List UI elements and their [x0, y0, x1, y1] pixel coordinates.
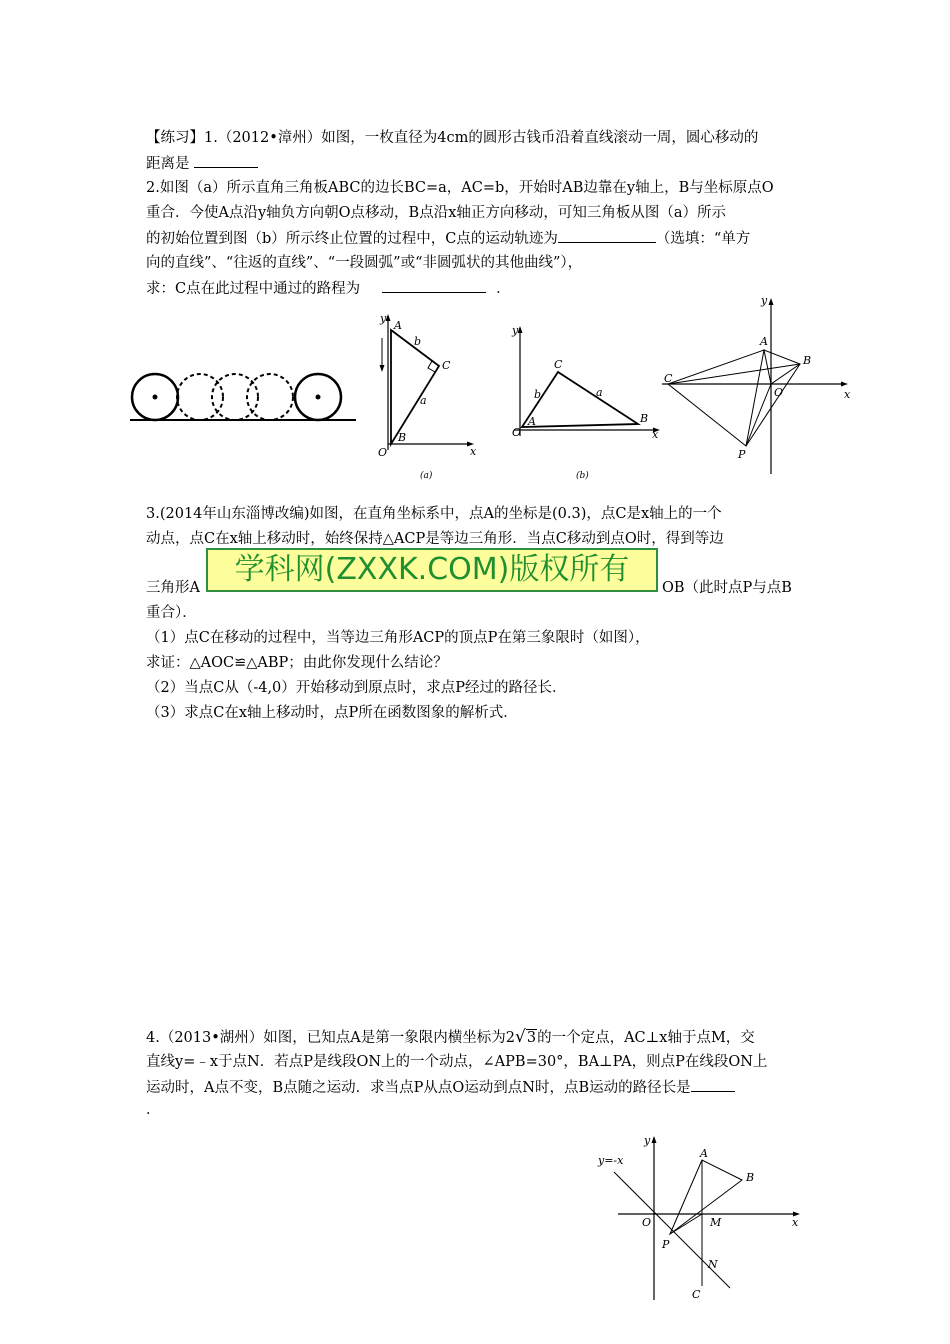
figure-b [506, 322, 666, 482]
q3-line2: 动点，点C在x轴上移动时，始终保持△ACP是等边三角形．当点C移动到点O时，得到等边 [146, 531, 724, 547]
fig-q3-label-O: O [774, 386, 784, 399]
fig-a-caption: (a) [420, 471, 433, 481]
copyright-watermark: 学科网(ZXXK.COM)版权所有 [206, 548, 658, 592]
q2-line3-options: （选填：“单方 [655, 231, 751, 247]
q3-line3-right: OB（此时点P与点B [662, 580, 792, 596]
fig-q3-label-B: B [803, 354, 812, 367]
fig-q4-y-arrow [652, 1136, 657, 1143]
fig-a-label-B: B [398, 431, 407, 444]
q2-line2: 重合．今使A点沿y轴负方向朝O点移动，B点沿x轴正方向移动，可知三角板从图（a）所示 [146, 205, 727, 221]
coin-position-2 [177, 374, 223, 420]
fig-q4-label-C: C [692, 1288, 701, 1301]
fig-q3-triangle-ACP [668, 350, 764, 446]
q4-coef: 2 [505, 1030, 515, 1046]
coin-position-4 [247, 374, 293, 420]
fig-b-caption: (b) [576, 471, 589, 481]
fig-q4-label-line: y=-x [598, 1154, 624, 1167]
fig-a-label-A: A [394, 319, 402, 332]
q2-line5-text: 求：C点在此过程中通过的路程为 [146, 281, 361, 297]
fig-a-label-x: x [470, 445, 477, 458]
fig-q4-label-O: O [642, 1216, 652, 1229]
q3-part1: （1）点C在移动的过程中，当等边三角形ACP的顶点P在第三象限时（如图）， [146, 630, 650, 646]
q4-line1-text: 4.（2013•湖州）如图，已知点A是第一象限内横坐标为 [146, 1030, 506, 1046]
q4-line3-text: 运动时，A点不变，B点随之运动．求当点P从点O运动到点N时，点B运动的路径长是 [146, 1080, 691, 1096]
fig-a-label-a: a [420, 394, 427, 407]
q2-line5 [146, 278, 511, 299]
q2-line3 [146, 228, 750, 249]
fig-q3-x-arrow [841, 382, 848, 387]
q3-line4: 重合）． [146, 605, 197, 621]
figure-q4 [590, 1130, 810, 1304]
coin-end-center [316, 395, 321, 400]
fig-q3-label-A: A [760, 335, 768, 348]
q3-line1: 3.(2014年山东淄博改编)如图，在直角坐标系中，点A的坐标是(0.3)，点C是x轴上的一个 [146, 506, 722, 522]
q4-line2: 直线y=﹣x于点N．若点P是线段ON上的一个动点，∠APB=30°，BA⊥PA，则点P在线段ON上 [146, 1054, 768, 1070]
q1-line2-text: 距离是 [146, 156, 195, 172]
fig-a-y-arrow [386, 314, 391, 321]
fig-q3-label-y: y [761, 294, 768, 307]
q4-line4: ． [146, 1102, 161, 1118]
q2-line1: 2.如图（a）所示直角三角板ABC的边长BC=a，AC=b，开始时AB边靠在y轴上，B与坐标原点O [146, 180, 774, 196]
figure-q3 [660, 292, 860, 478]
fig-b-label-C: C [554, 358, 563, 371]
fig-b-label-y: y [512, 324, 519, 337]
sqrt-icon: √ [515, 1027, 526, 1047]
fig-q3-label-C: C [664, 372, 673, 385]
q3-part3: （3）求点C在x轴上移动时，点P所在函数图象的解析式． [146, 705, 518, 721]
fig-q4-label-A: A [700, 1147, 708, 1160]
fig-b-y-arrow [518, 326, 523, 333]
fig-a-label-y: y [380, 312, 387, 325]
fig-a-motion-arrowhead [380, 365, 385, 372]
q2-answer-blank-1 [558, 228, 656, 243]
fig-q3-label-x: x [844, 388, 851, 401]
fig-b-label-A: A [528, 415, 536, 428]
fig-q4-label-x: x [792, 1216, 799, 1229]
q4-radicand: 3 [526, 1030, 537, 1046]
fig-b-label-b: b [534, 388, 542, 401]
fig-q3-segment-CB [668, 364, 800, 384]
coin-rolling-figure [128, 364, 360, 426]
fig-q4-label-M: M [710, 1216, 722, 1229]
coin-start-center [153, 395, 158, 400]
fig-q3-y-arrow [769, 298, 774, 305]
q1-line2 [146, 153, 258, 174]
q4-line1 [146, 1027, 755, 1048]
q4-sqrt-expression [505, 1027, 537, 1047]
fig-a-label-C: C [442, 359, 451, 372]
q2-answer-blank-2 [382, 278, 486, 293]
fig-q4-triangle-APB [670, 1160, 742, 1234]
q4-line1-rest: 的一个定点，AC⊥x轴于点M，交 [537, 1030, 755, 1046]
fig-q4-label-y: y [644, 1134, 651, 1147]
fig-q3-segment-PO [746, 384, 771, 446]
fig-q4-label-P: P [662, 1238, 670, 1251]
figure-a [366, 310, 482, 482]
fig-q4-label-B: B [746, 1171, 755, 1184]
q1-line1: 【练习】1.（2012•漳州）如图，一枚直径为4cm的圆形古钱币沿着直线滚动一周，圆心移动的 [146, 130, 759, 146]
fig-a-label-O: O [378, 446, 388, 459]
coin-position-3 [212, 374, 258, 420]
fig-q3-label-P: P [738, 448, 746, 461]
q3-part1-proof: 求证：△AOC≌△ABP；由此你发现什么结论？ [146, 655, 448, 671]
fig-b-label-O: O [512, 426, 522, 439]
q4-line3 [146, 1077, 735, 1098]
fig-a-label-b: b [414, 335, 422, 348]
q1-answer-blank [194, 153, 258, 168]
q3-part2: （2）当点C从（-4,0）开始移动到原点时，求点P经过的路径长． [146, 680, 567, 696]
q4-answer-blank [691, 1077, 735, 1092]
fig-b-label-x: x [652, 428, 659, 441]
q2-line4: 向的直线”、“往返的直线”、“一段圆弧”或“非圆弧状的其他曲线”）， [146, 255, 583, 271]
q3-line3-left: 三角形A [146, 580, 200, 596]
fig-b-label-a: a [596, 386, 603, 399]
fig-q4-label-N: N [708, 1258, 718, 1271]
fig-b-label-B: B [640, 412, 649, 425]
q2-line5-end: ． [496, 281, 511, 297]
q2-line3-text: 的初始位置到图（b）所示终止位置的过程中，C点的运动轨迹为 [146, 231, 558, 247]
